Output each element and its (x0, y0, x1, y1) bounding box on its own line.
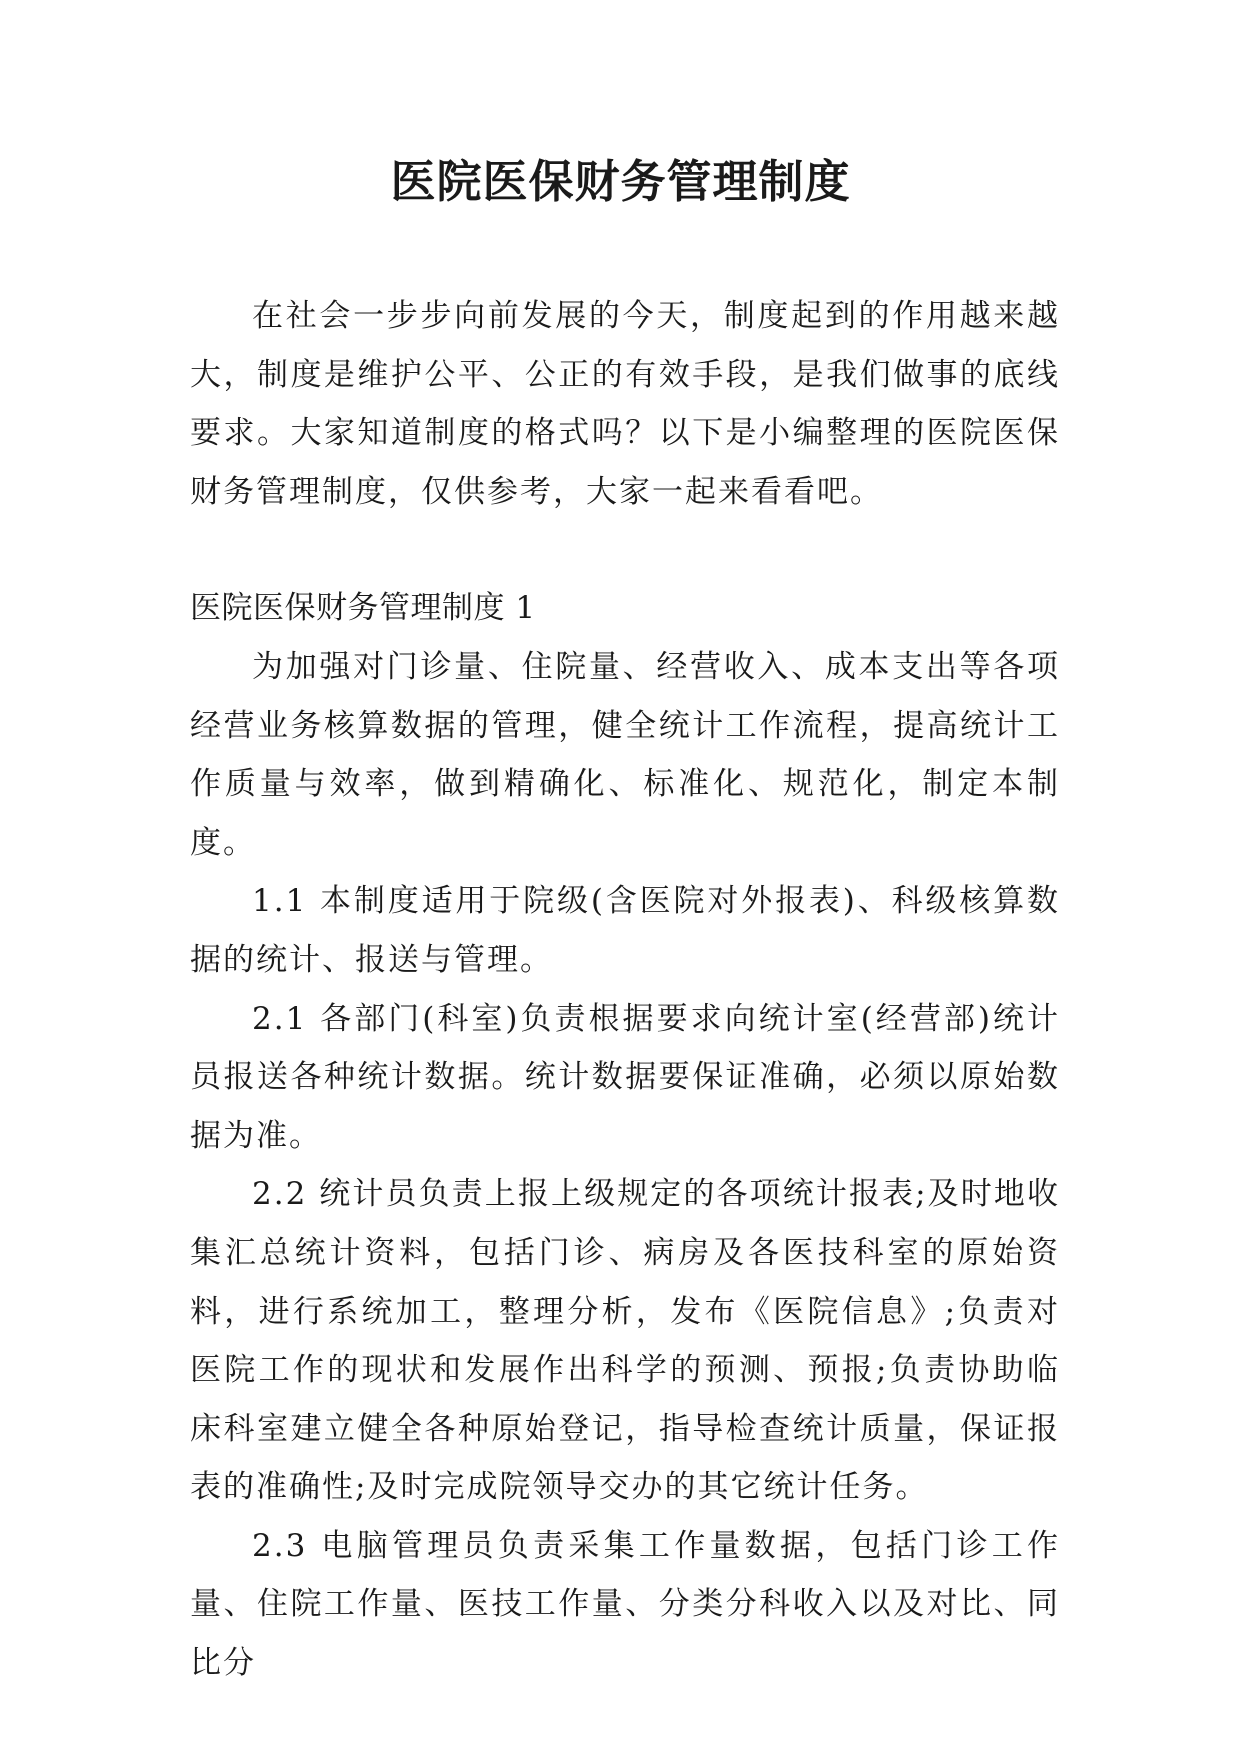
section-heading: 医院医保财务管理制度 1 (190, 590, 536, 627)
document-body (190, 287, 1060, 1693)
paragraph-spacer (190, 521, 1060, 579)
body-paragraph-5: 2.3 电脑管理员负责采集工作量数据，包括门诊工作量、住院工作量、医技工作量、分类分科收入以及对比、同比分 (190, 1527, 1060, 1682)
body-paragraph-1: 为加强对门诊量、住院量、经营收入、成本支出等各项经营业务核算数据的管理，健全统计工作流程，提高统计工作质量与效率，做到精确化、标准化、规范化，制定本制度。 (190, 648, 1060, 861)
intro-paragraph: 在社会一步步向前发展的今天，制度起到的作用越来越大，制度是维护公平、公正的有效手段，是我们做事的底线要求。大家知道制度的格式吗？以下是小编整理的医院医保财务管理制度，仅供参考，大家一起来看看吧。 (190, 298, 1060, 510)
body-paragraph-2: 1.1 本制度适用于院级(含医院对外报表)、科级核算数据的统计、报送与管理。 (190, 883, 1060, 978)
body-paragraph-4: 2.2 统计员负责上报上级规定的各项统计报表;及时地收集汇总统计资料，包括门诊、病房及各医技科室的原始资料，进行系统加工，整理分析，发布《医院信息》;负责对医院工作的现状和发展作出科学的预测、预报;负责协助临床科室建立健全各种原始登记，指导检查统计质量，保证报表的准确性;及时完成院领导交办的其它统计任务。 (190, 1176, 1060, 1506)
document-title: 医院医保财务管理制度 (390, 155, 851, 208)
body-paragraph-3: 2.1 各部门(科室)负责根据要求向统计室(经营部)统计员报送各种统计数据。统计数据要保证准确，必须以原始数据为准。 (190, 1000, 1060, 1154)
